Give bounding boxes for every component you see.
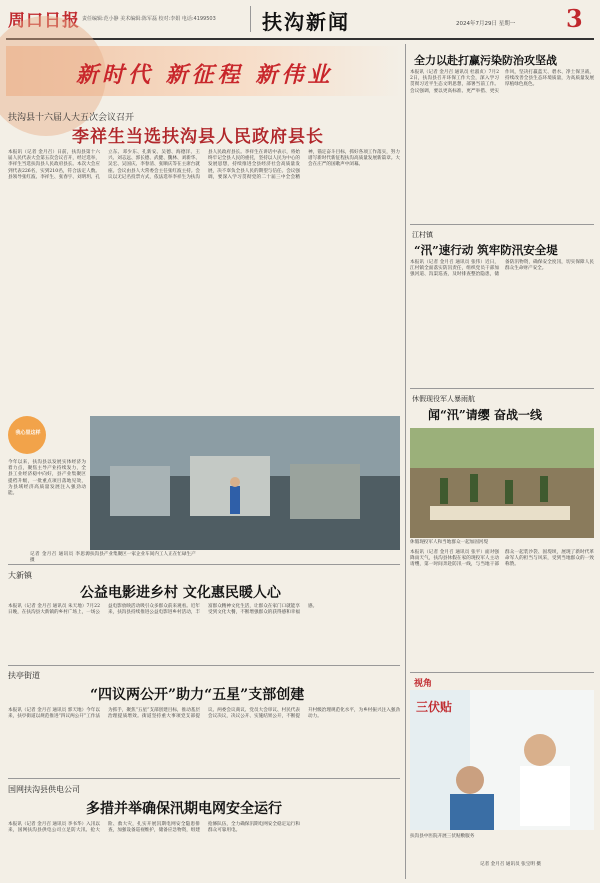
photo1-caption: 扶沟县产业集聚区一家企业车间内工人正在忙碌生产 — [90, 552, 196, 557]
flood-scene — [410, 428, 594, 538]
divider-4 — [410, 224, 594, 225]
recap-text: 今年以来，扶沟县以发展实体经济为着力点，聚焦主导产业持续发力，全县工业经济稳中向好，县产业集聚区提档升级，一批重点项目落地见效，为县域经济高质量发展注入强劲动能。 — [8, 460, 86, 497]
movie-kicker: 大新镇 — [8, 571, 32, 580]
photo3-caption: 扶沟县中医院开展三伏贴敷服务 — [410, 834, 475, 839]
clinic-photo — [410, 690, 594, 830]
divider-1 — [8, 564, 400, 565]
party-body: 本报讯（记者 金月召 通讯员 郭天地）今年以来，扶亭街道以规范推进“四议两公开”工作法为抓手，聚焦“五星”支部创建目标，推动基层治理提质增效。街道坚持重大事项党支部提议、两委会议商议、党员大会审议、村民代表会议决议，决议公开、实施结果公开，不断提升村级治理规范化水平，为乡村振兴注入强劲动力。 — [8, 708, 400, 720]
banner-text: 新时代 新征程 新伟业 — [76, 62, 334, 88]
masthead-date: 2024年7月29日 星期一 — [456, 21, 516, 27]
page-number: 3 — [566, 4, 583, 33]
flood3-headline: 闻“汛”请缨 奋战一线 — [428, 408, 542, 422]
photo1-credit: 记者 金月召 通讯员 李思源 摄 — [30, 552, 90, 564]
divider-2 — [8, 665, 400, 666]
grid-kicker: 国网扶沟县供电公司 — [8, 785, 80, 794]
flood3-body: 本报讯（记者 金月召 通讯员 张平）面对强降雨天气，扶沟县休假在家的现役军人主动请缨，第一时间奔赴防汛一线，与当地干部群众一起装沙袋、固堤坝，展现了新时代革命军人的担当与风采，受到当地群众的一致称赞。 — [410, 550, 594, 568]
flood2-headline: “汛”速行动 筑牢防汛安全堤 — [414, 243, 558, 257]
photo3-label: 视角 — [414, 679, 433, 689]
movie-headline: 公益电影进乡村 文化惠民暖人心 — [80, 585, 281, 601]
grid-body: 本报讯（记者 金月召 通讯员 李书华）入汛以来，国网扶沟县供电公司立足防大汛、抢大险、救大灾，扎实开展汛期电网安全隐患排查，加强设备巡视维护，储备应急物资，组建抢修队伍，全力确保汛期电网安全稳定运行和群众可靠用电。 — [8, 822, 300, 834]
photo3-credit: 记者 金月召 通讯员 张宝明 摄 — [480, 862, 541, 867]
movie-body: 本报讯（记者 金月召 通讯员 朱天地）7月22日晚，在扶沟县大新镇的乡村广场上，一场公益电影放映活动吸引众多群众前来观看。近年来，扶沟县持续推进公益电影进乡村活动，丰富群众精神文化生活，让群众在家门口就能享受到文化大餐，不断增强群众的获得感和幸福感。 — [8, 604, 318, 616]
factory-scene — [90, 416, 400, 550]
flood2-body: 本报讯（记者 金月召 通讯员 张伟）近日，江村镇全面落实防汛责任，组织党员干部加强河道、沟渠巡查，及时排查整治隐患，储备防汛物资，确保安全度汛，切实保障人民群众生命财产安全。 — [410, 260, 594, 278]
masthead — [0, 0, 600, 40]
grid-headline: 多措并举确保汛期电网安全运行 — [86, 801, 282, 817]
flood2-kicker: 江村镇 — [412, 231, 433, 239]
divider-6 — [410, 672, 594, 673]
party-kicker: 扶亭街道 — [8, 671, 40, 680]
photo2-caption: 休假现役军人和当地群众一起加固河堤 — [410, 540, 489, 545]
masthead-info: 责任编辑:范小静 美术编辑:陈军磊 校对:李娟 电话:4199503 — [82, 16, 216, 22]
flood3-kicker: 休假现役军人暴雨航 — [412, 395, 475, 403]
factory-photo — [90, 416, 400, 550]
soldier-photo — [410, 428, 594, 538]
lead-headline: 李祥生当选扶沟县人民政府县长 — [72, 127, 324, 147]
divider-5 — [410, 388, 594, 389]
newspaper-logo: 周口日报 — [8, 11, 80, 31]
pollution-headline: 全力以赴打赢污染防治攻坚战 — [414, 54, 557, 67]
party-headline: “四议两公开”助力“五星”支部创建 — [90, 687, 305, 703]
lead-body: 本报讯（记者 金月召）日前，扶沟县第十六届人民代表大会第五次会议召开，经过选举，李祥生当选扶沟县人民政府县长。本次大会应到代表226名，实到210名，符合法定人数。县领导张红波、李祥生、张春宇、刘明玥、孔立东、邓少东、孔新安、吴德、海德洋、王兴、刘志远、郭长德、武健、魏林、刘新华、吴宏、吴国庆、李春清、张顺庆等在主席台就座。会议由县人大常委会主任张红波主持。会议以无记名投票方式，依法选举李祥生为扶沟县人民政府县长。李祥生在讲话中表示，将始终牢记全县人民的重托，坚持以人民为中心的发展思想，持续推进全县经济社会高质量发展，决不辜负全县人民的期望与信任。会议强调，要深入学习贯彻党的二十届三中全会精神，锚定奋斗目标，抓好各项工作落实，努力谱写新时代新征程扶沟高质量发展新篇章。大会在庄严的国歌声中闭幕。 — [8, 150, 400, 180]
pollution-body: 本报讯（记者 金月召 通讯员 杜淑贞）7月22日，扶沟县召开环保工作大会，深入学习贯彻习近平生态文明思想，部署当前工作。会议强调，要以更高标准、更严举措、更实作风，坚决打赢蓝天、碧水、净土保卫战，持续改善全县生态环境质量，为高质量发展厚植绿色底色。 — [410, 70, 594, 94]
section-title: 扶沟新闻 — [262, 10, 350, 34]
recap-box — [8, 416, 86, 552]
lead-kicker: 扶沟县十六届人大五次会议召开 — [8, 113, 135, 123]
divider-3 — [8, 778, 400, 779]
masthead-divider — [250, 6, 251, 32]
clinic-sign: 三伏贴 — [416, 700, 453, 714]
column-divider — [405, 44, 406, 879]
banner — [6, 46, 401, 96]
recap-label: 我心里这样 — [15, 430, 41, 436]
